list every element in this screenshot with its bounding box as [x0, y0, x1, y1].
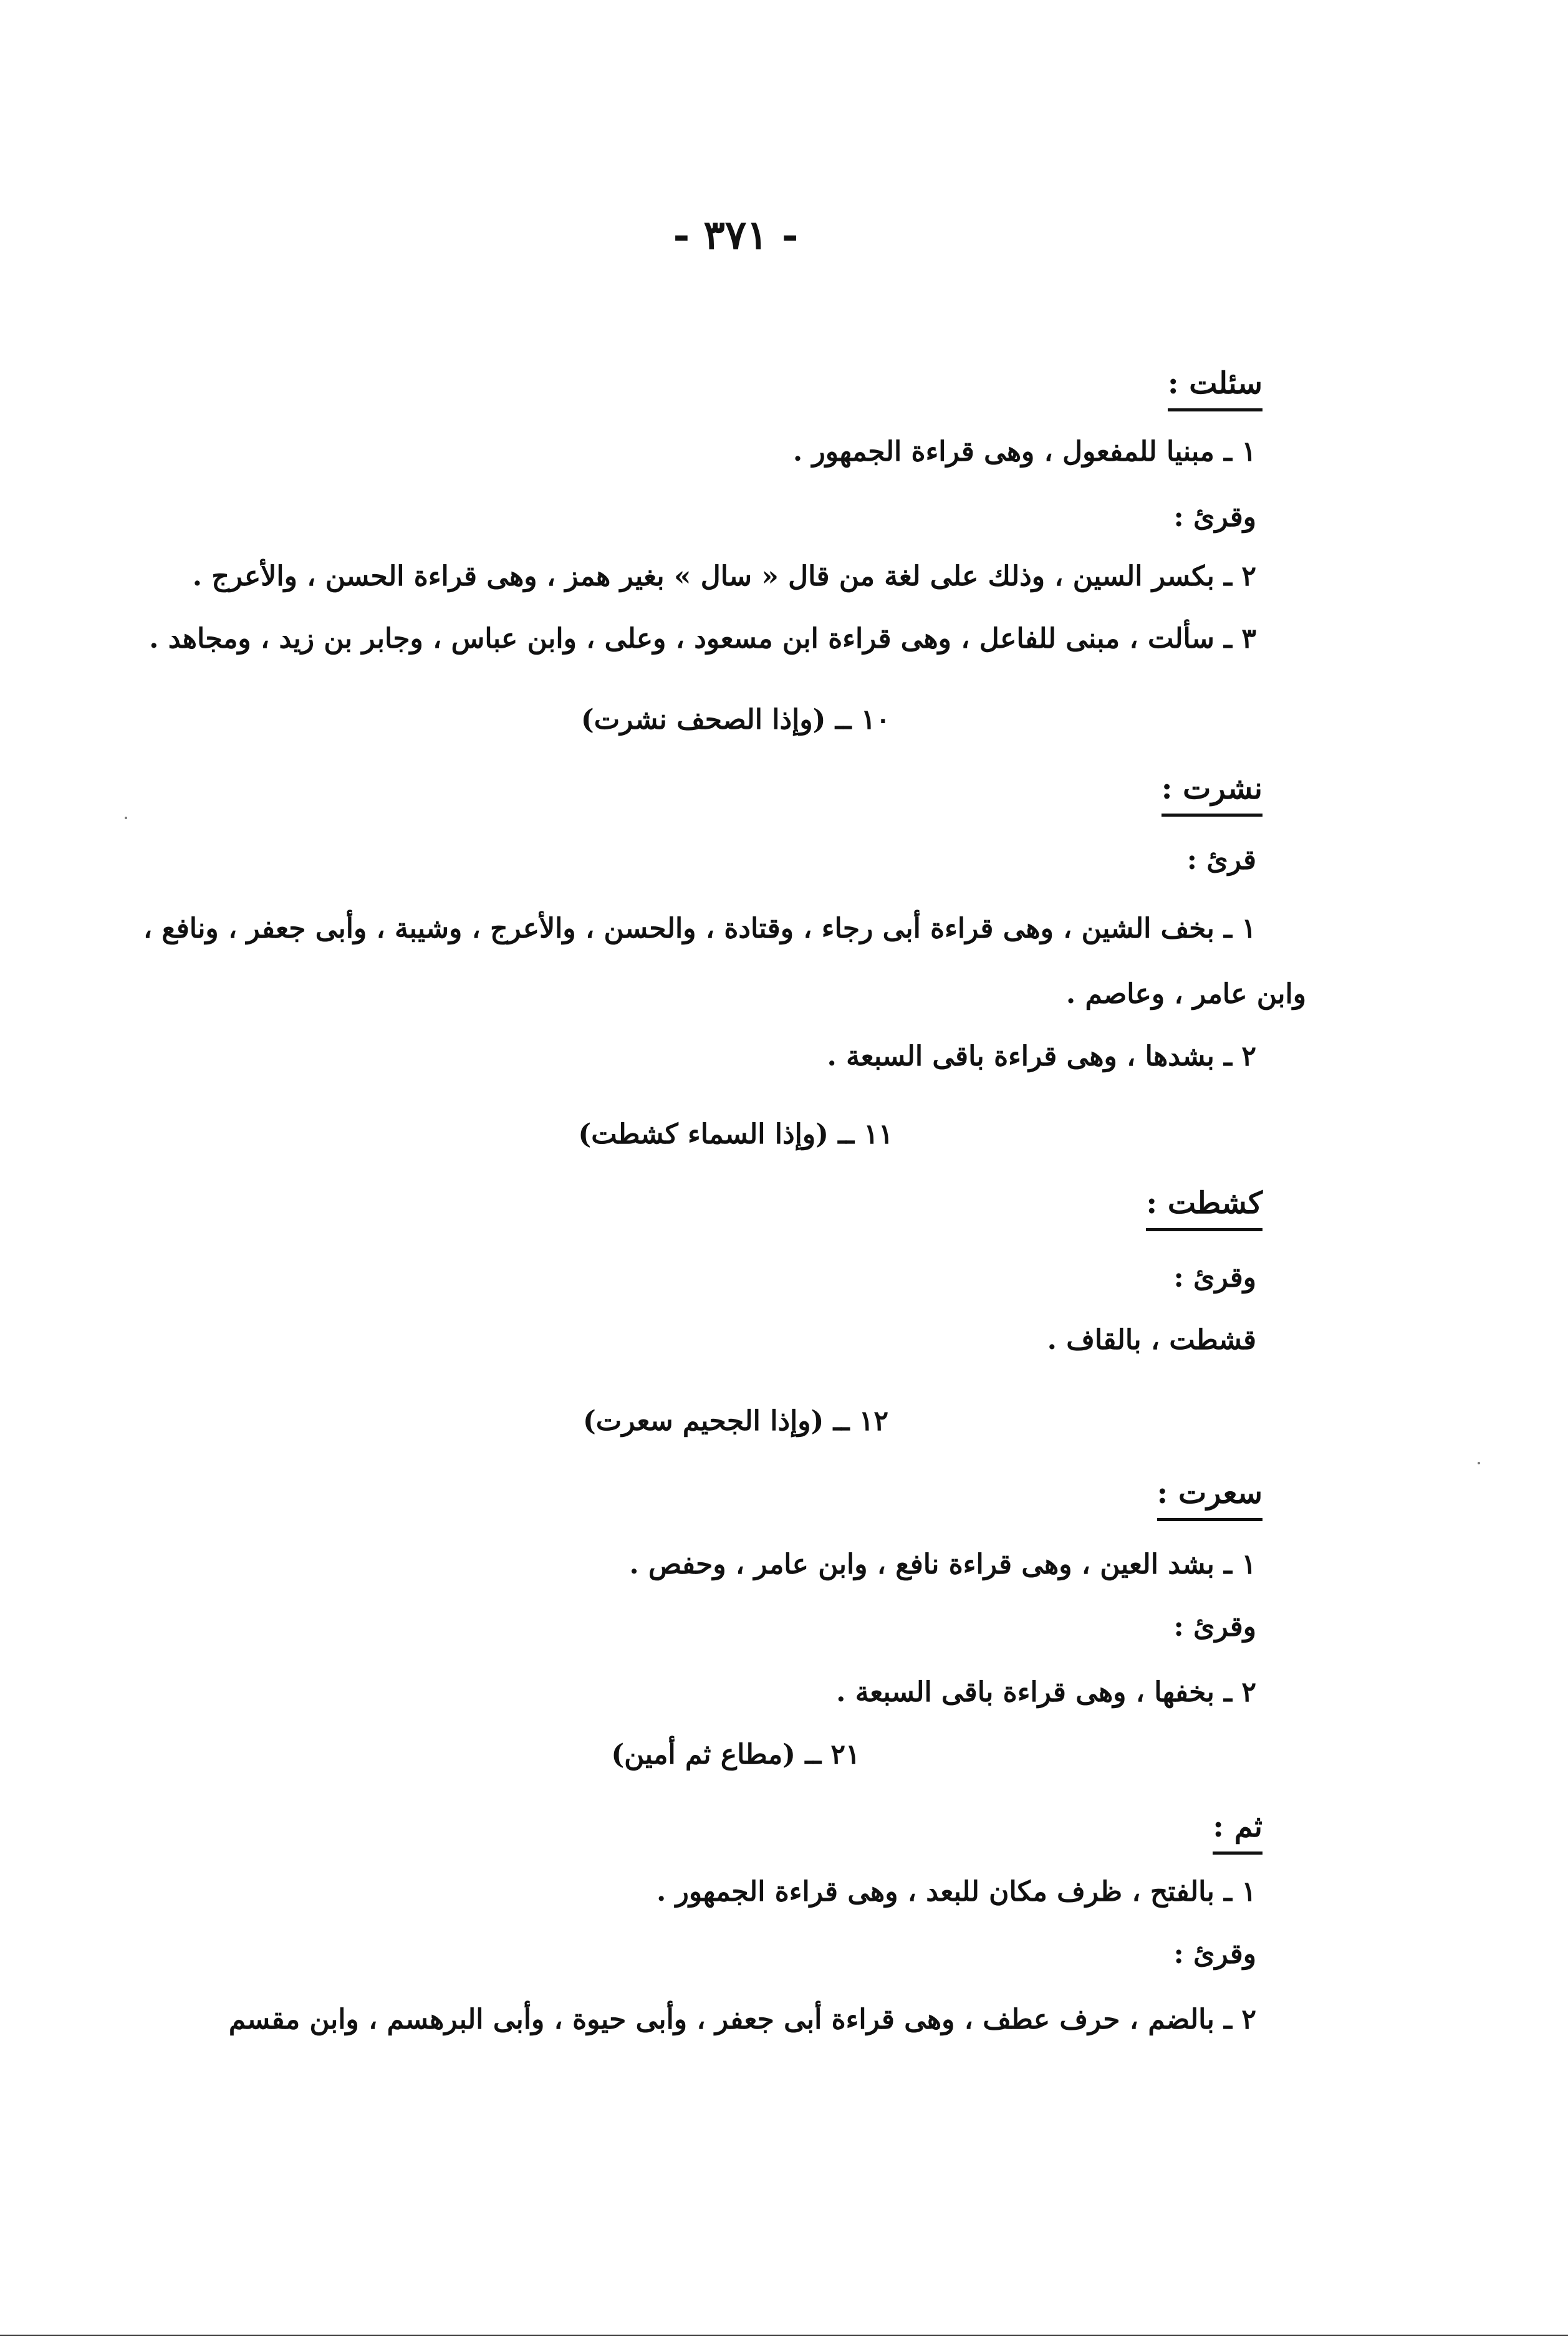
heading-underlined: كشطت :	[1146, 1184, 1263, 1231]
verse-heading: ٢١ ــ (مطاع ثم أمين)	[611, 1739, 860, 1770]
text-line: وقرئ :	[1173, 501, 1256, 533]
text-line: وقرئ :	[1173, 1262, 1256, 1294]
heading-underlined: نشرت :	[1162, 770, 1263, 817]
text-line: ٢ ـ بخفها ، وهى قراءة باقى السبعة .	[836, 1676, 1256, 1708]
section-heading	[1146, 1184, 1263, 1223]
text-line: ٢ ـ بشدها ، وهى قراءة باقى السبعة .	[827, 1040, 1256, 1072]
heading-underlined: ثم :	[1213, 1808, 1263, 1855]
section-heading	[1213, 1808, 1263, 1847]
text-line: وقرئ :	[1173, 1938, 1256, 1970]
text-line: ١ ـ بشد العين ، وهى قراءة نافع ، وابن عامر ، وحفص .	[629, 1549, 1256, 1580]
heading-underlined: سئلت :	[1168, 365, 1263, 411]
heading-underlined: سعرت :	[1157, 1474, 1263, 1521]
page-bottom-edge	[0, 2335, 1568, 2336]
text-line: قشطت ، بالقاف .	[1047, 1324, 1256, 1356]
text-line: ٢ ـ بالضم ، حرف عطف ، وهى قراءة أبى جعفر ، وأبى حيوة ، وأبى البرهسم ، وابن مقسم	[228, 2004, 1256, 2035]
verse-heading: ١٢ ــ (وإذا الجحيم سعرت)	[582, 1405, 889, 1437]
page-number: - ٣٧١ -	[673, 212, 799, 259]
scan-speck	[1478, 1462, 1480, 1464]
section-heading	[1162, 770, 1263, 809]
text-line: ١ ـ بالفتح ، ظرف مكان للبعد ، وهى قراءة الجمهور .	[657, 1876, 1256, 1908]
text-line: ١ ـ مبنيا للمفعول ، وهى قراءة الجمهور .	[792, 436, 1256, 468]
section-heading	[1157, 1474, 1263, 1513]
text-line: ٢ ـ بكسر السين ، وذلك على لغة من قال « سال » بغير همز ، وهى قراءة الحسن ، والأعرج .	[192, 560, 1256, 592]
text-line: وابن عامر ، وعاصم .	[1065, 978, 1306, 1010]
text-line: قرئ :	[1186, 844, 1256, 876]
verse-heading: ١٠ ــ (وإذا الصحف نشرت)	[580, 704, 891, 736]
section-heading	[1168, 365, 1263, 403]
text-line: ٣ ـ سألت ، مبنى للفاعل ، وهى قراءة ابن مسعود ، وعلى ، وابن عباس ، وجابر بن زيد ، ومجاهد .	[149, 623, 1256, 655]
text-line: وقرئ :	[1173, 1611, 1256, 1643]
scan-speck	[125, 817, 127, 819]
verse-heading: ١١ ــ (وإذا السماء كشطت)	[578, 1118, 893, 1150]
text-line: ١ ـ بخف الشين ، وهى قراءة أبى رجاء ، وقتادة ، والحسن ، والأعرج ، وشيبة ، وأبى جعفر ، ونافع ،	[143, 913, 1256, 944]
